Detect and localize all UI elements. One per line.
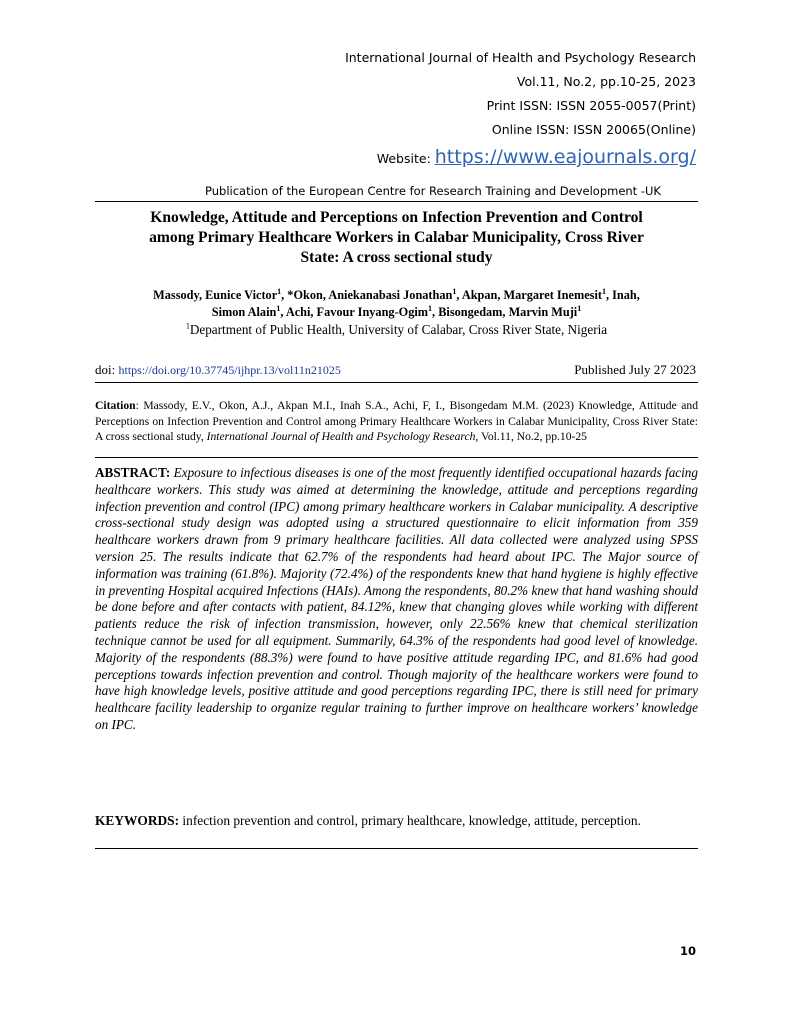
keywords: [95, 812, 698, 830]
citation-journal: International Journal of Health and Psychology Research,: [206, 430, 479, 443]
abstract-label: ABSTRACT:: [95, 465, 174, 480]
author-name: , *Okon, Aniekanabasi Jonathan: [281, 288, 453, 302]
website-link[interactable]: https://www.eajournals.org/: [434, 146, 696, 168]
citation: [95, 398, 698, 445]
header-rule: [95, 201, 698, 202]
author-name: Massody, Eunice Victor: [153, 288, 278, 302]
author-name: , Bisongedam, Marvin Muji: [432, 305, 578, 319]
published-date: Published July 27 2023: [574, 362, 696, 377]
citation-tail: Vol.11, No.2, pp.10-25: [478, 430, 587, 443]
affiliation-text: Department of Public Health, University of Calabar, Cross River State, Nigeria: [189, 322, 608, 337]
publisher-line: Publication of the European Centre for Research Training and Development -UK: [205, 184, 661, 198]
title-line: among Primary Healthcare Workers in Calabar Municipality, Cross River: [149, 229, 644, 246]
title-line: Knowledge, Attitude and Perceptions on Infection Prevention and Control: [150, 209, 643, 226]
doi-label: doi:: [95, 362, 119, 377]
citation-text: : Massody, E.V., Okon, A.J., Akpan M.I., Inah S.A., Achi, F, I., Bisongedam M.M. (2023) Knowledge, Attitude and Perceptions on Infection Prevention and Control among Primary Healthcare Workers in Calabar Municipality, Cross River State: A cross sectional study,: [95, 399, 698, 443]
author-affil-mark: 1: [577, 303, 582, 313]
doi-rule: [95, 382, 698, 383]
author-list: [95, 287, 698, 321]
author-line: [95, 287, 698, 304]
journal-name: International Journal of Health and Psychology Research: [345, 50, 696, 65]
author-affil-mark: 1: [452, 286, 457, 296]
online-issn: Online ISSN: ISSN 20065(Online): [491, 122, 696, 137]
affiliation: [95, 322, 698, 338]
abstract-text: Exposure to infectious diseases is one of the most frequently identified occupational hazards facing healthcare workers. This study was aimed at determining the knowledge, attitude and perceptions regarding infection prevention and control (IPC) among primary healthcare workers in Calabar municipality. A descriptive cross-sectional study design was adopted using a structured questionnaire to elicit information from 359 healthcare workers drawn from 9 primary healthcare facilities. All data collected were analyzed using SPSS version 25. The results indicate that 62.7% of the respondents had heard about IPC. The Major source of information was training (61.8%). Majority (72.4%) of the respondents knew that hand hygiene is highly effective in preventing Hospital acquired Infections (HAIs). Among the respondents, 80.2% knew that hand washing should be done before and after contacts with patient, 84.12%, knew that changing gloves while working with different patients reduce the risk of infection transmission, however, only 22.56% knew that chemical sterilization technique cannot be used for all equipment. Summarily, 64.3% of the respondents had good level of knowledge. Majority of the respondents (88.3%) were found to have positive attitude regarding IPC, and 81.6% had good perceptions towards infection prevention and control. Though majority of the healthcare workers were found to have high knowledge levels, positive attitude and good perceptions regarding IPC, there is still need for primary healthcare facility leadership to organize regular training to further improve on healthcare workers’ knowledge on IPC.: [95, 465, 698, 732]
volume-info: Vol.11, No.2, pp.10-25, 2023: [516, 74, 696, 89]
author-affil-mark: 1: [276, 303, 281, 313]
doi-link[interactable]: https://doi.org/10.37745/ijhpr.13/vol11n21025: [118, 363, 341, 377]
website-label: Website:: [376, 151, 435, 166]
print-issn: Print ISSN: ISSN 2055-0057(Print): [486, 98, 696, 113]
author-name: , Inah,: [605, 288, 640, 302]
citation-label: Citation: [95, 399, 136, 412]
title-line: State: A cross sectional study: [300, 249, 493, 266]
paper-title: [95, 208, 698, 268]
author-affil-mark: 1: [428, 303, 433, 313]
keywords-text: infection prevention and control, primary healthcare, knowledge, attitude, perception.: [179, 813, 641, 828]
author-name: Simon Alain: [211, 305, 277, 319]
author-affil-mark: 1: [277, 286, 282, 296]
page-number: 10: [679, 944, 696, 958]
affiliation-mark: 1: [185, 321, 190, 331]
keywords-label: KEYWORDS:: [95, 813, 180, 828]
author-name: , Achi, Favour Inyang-Ogim: [280, 305, 429, 319]
author-name: , Akpan, Margaret Inemesit: [456, 288, 602, 302]
citation-rule: [95, 457, 698, 458]
website-line: [377, 146, 696, 168]
keywords-rule: [95, 848, 698, 849]
author-affil-mark: 1: [601, 286, 606, 296]
doi-line: [95, 362, 341, 378]
abstract: [95, 465, 698, 734]
author-line: [95, 304, 698, 321]
